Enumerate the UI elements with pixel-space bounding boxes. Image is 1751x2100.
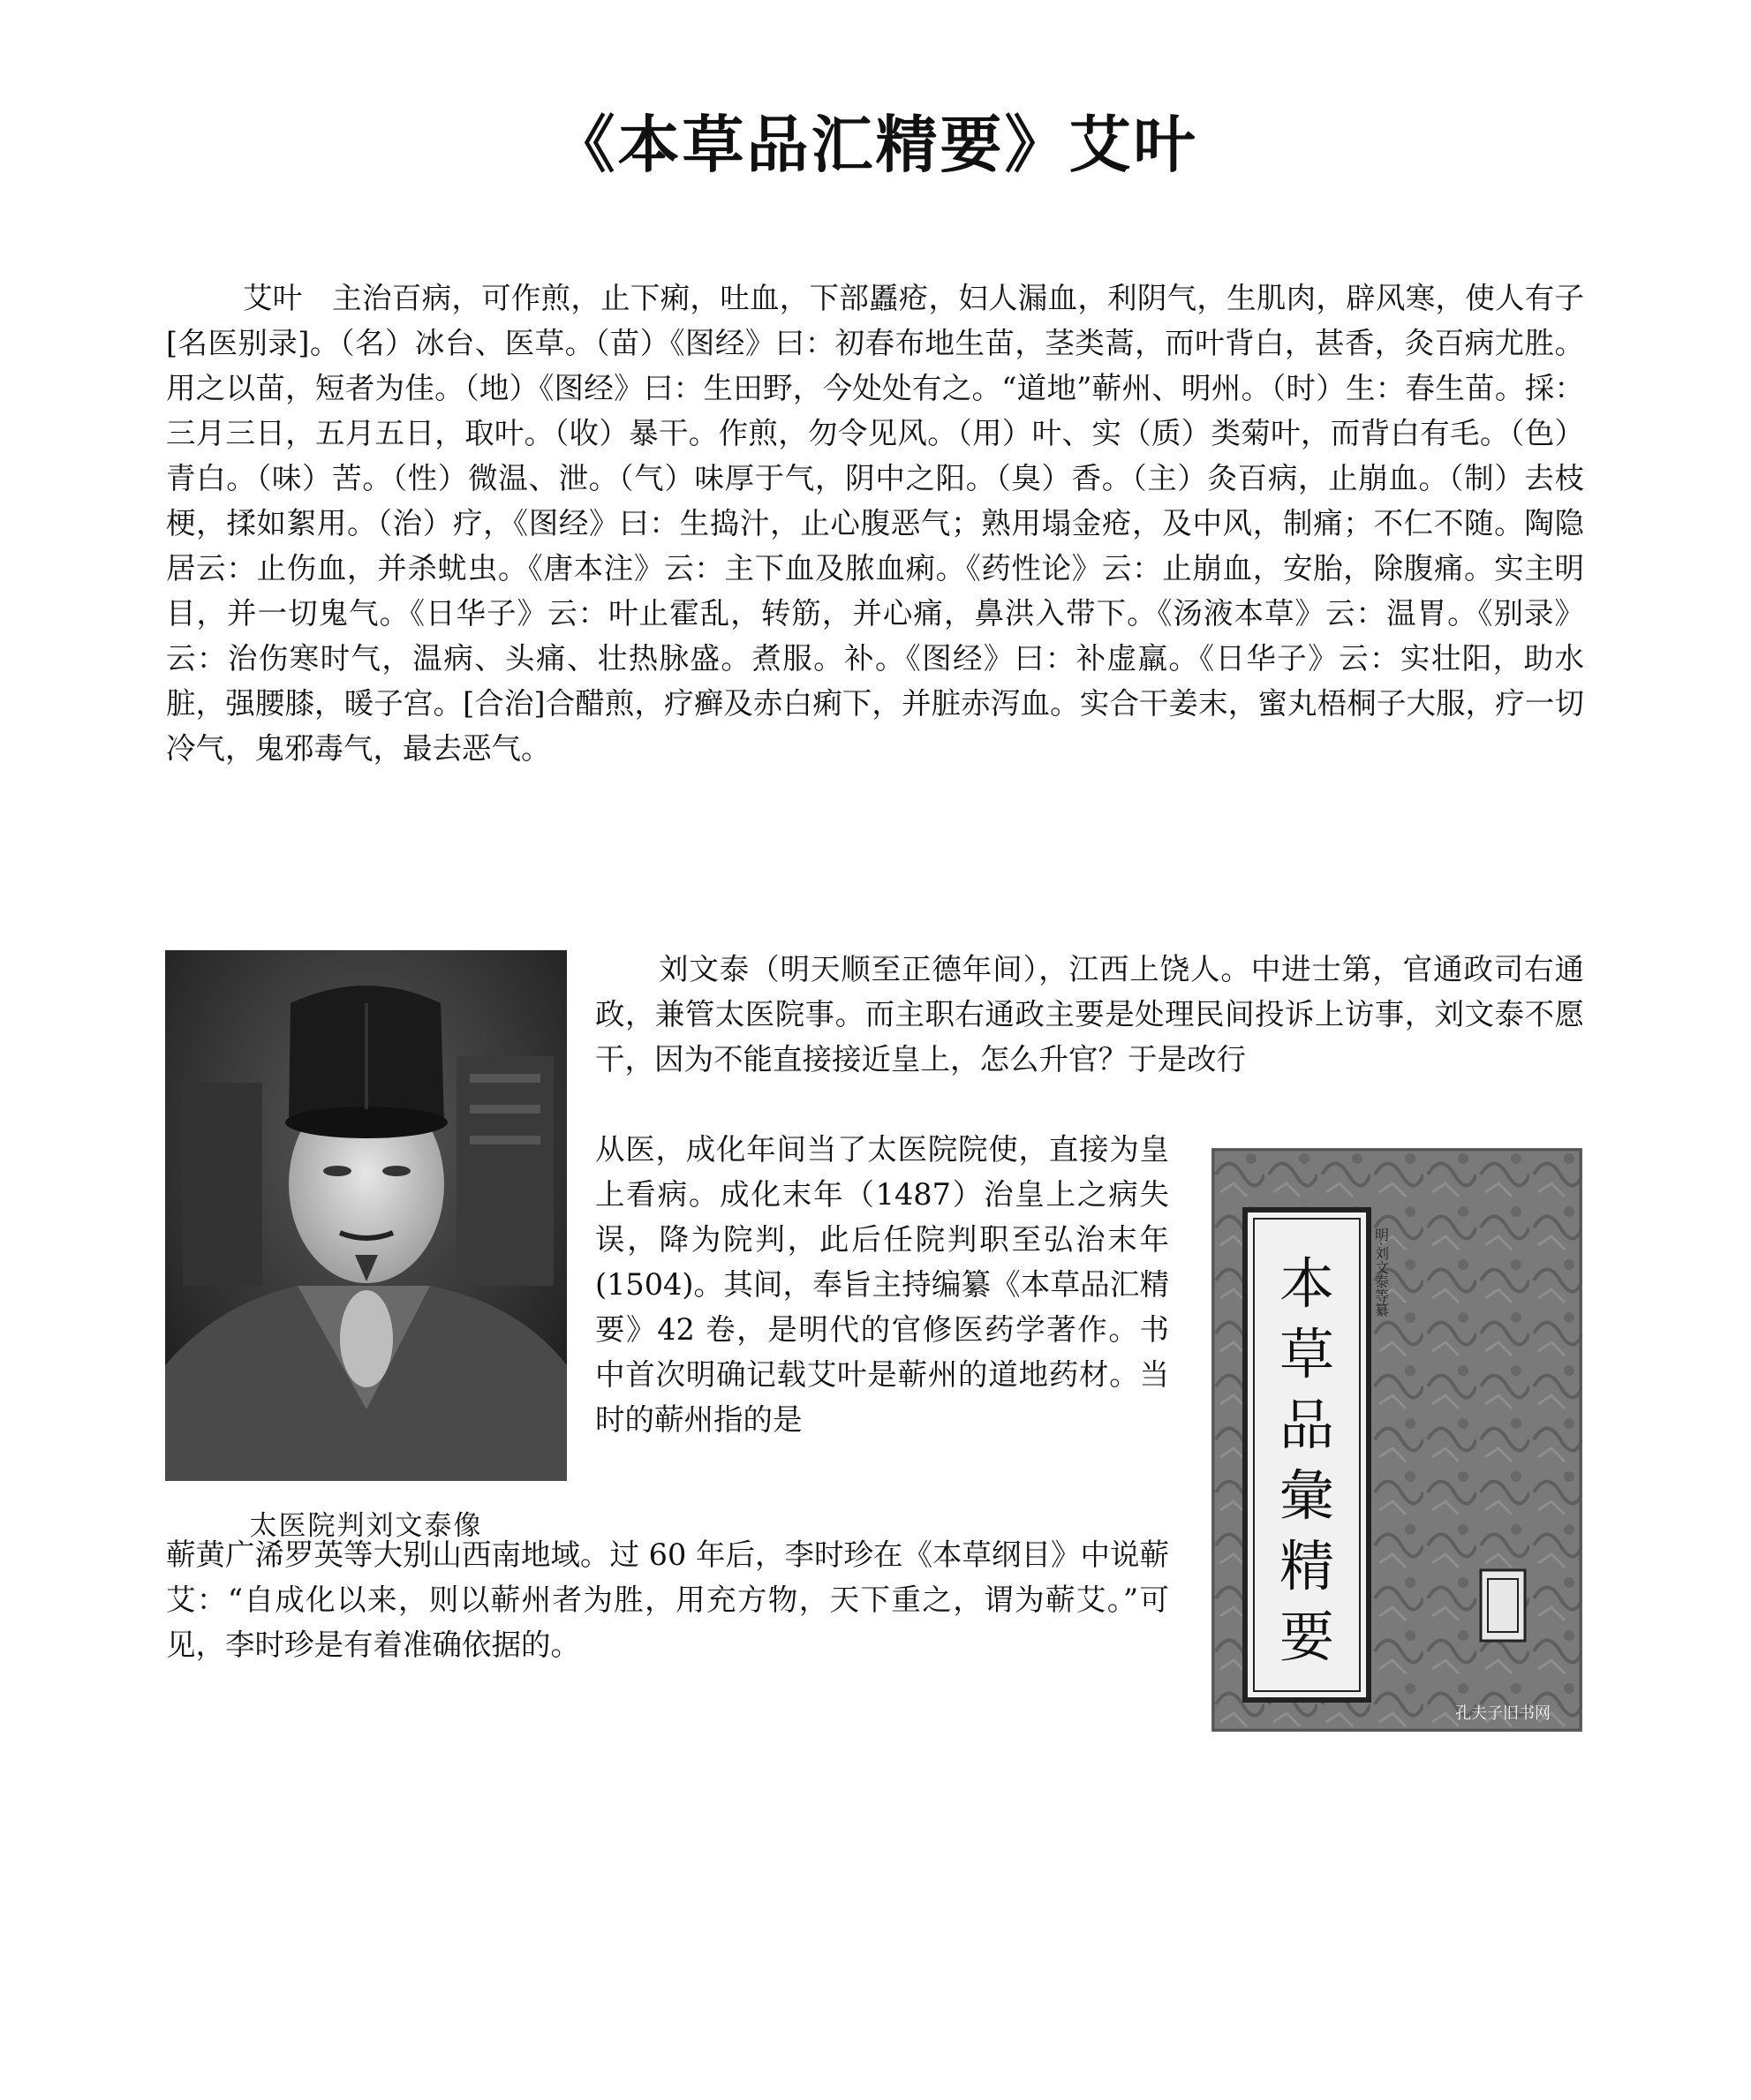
cover-watermark: 孔夫子旧书网 bbox=[1455, 1704, 1551, 1723]
cover-title-char: 彙 bbox=[1279, 1463, 1335, 1528]
cover-title-char: 品 bbox=[1279, 1393, 1335, 1457]
cover-title-char: 本 bbox=[1279, 1251, 1335, 1316]
cover-title-char: 草 bbox=[1279, 1322, 1335, 1386]
entry-head: 艾叶 bbox=[243, 281, 303, 315]
page-title: 《本草品汇精要》艾叶 bbox=[553, 109, 1198, 181]
entry-body: 主治百病，可作煎，止下痢，吐血，下部䘌疮，妇人漏血，利阴气，生肌肉，辟风寒，使人有子[名医别录]。（名）冰台、医草。（苗）《图经》曰：初春布地生苗，茎类蒿，而叶背白，甚香，灸百病尤胜。用之以苗，短者为佳。（地）《图经》曰：生田野，今处处有之。“道地”蕲州、明州。（时）生：春生苗。採：三月三日，五月五日，取叶。（收）暴干。作煎，勿令见风。（用）叶、实（质）类菊叶，而背白有毛。（色）青白。（味）苦。（性）微温、泄。（气）味厚于气，阴中之阳。（臭）香。（主）灸百病，止崩血。（制）去枝梗，揉如絮用。（治）疗，《图经》曰：生捣汁，止心腹恶气；熟用塌金疮，及中风，制痛；不仁不随。陶隐居云：止伤血，并杀蚘虫。《唐本注》云：主下血及脓血痢。《药性论》云：止崩血，安胎，除腹痛。实主明目，并一切鬼气。《日华子》云：叶止霍乱，转筋，并心痛，鼻洪入带下。《汤液本草》云：温胃。《别录》云：治伤寒时气，温病、头痛、壮热脉盛。煮服。补。《图经》曰：补虚羸。《日华子》云：实壮阳，助水脏，强腰膝，暖子宫。[合治]合醋煎，疗癣及赤白痢下，并脏赤泻血。实合干姜末，蜜丸梧桐子大服，疗一切冷气，鬼邪毒气，最去恶气。 bbox=[166, 281, 1585, 766]
portrait-figure bbox=[165, 950, 567, 1481]
paragraph-liu-wentai-intro: 刘文泰（明天顺至正德年间），江西上饶人。中进士第，官通政司右通政，兼管太医院事。而主职右通政主要是处理民间投诉上访事，刘文泰不愿干，因为不能直接接近皇上，怎么升官？于是改行 bbox=[595, 952, 1584, 1076]
paragraph-aiye-entry bbox=[166, 276, 1584, 771]
portrait-caption: 太医院判刘文泰像 bbox=[249, 1510, 483, 1542]
portrait-image bbox=[165, 950, 567, 1481]
book-cover bbox=[1211, 1148, 1582, 1732]
paragraph-liu-wentai-career: 从医，成化年间当了太医院院使，直接为皇上看病。成化末年（1487）治皇上之病失误，降为院判，此后任院判职至弘治末年(1504)。其间，奉旨主持编纂《本草品汇精要》42 卷，是明代的官修医药学著作。书中首次明确记载艾叶是蕲州的道地药材。当时的蕲州指的是 bbox=[595, 1132, 1169, 1437]
cover-title-char: 要 bbox=[1279, 1605, 1335, 1669]
paragraph-qi-ai: 蕲黄广浠罗英等大别山西南地域。过 60 年后，李时珍在《本草纲目》中说蕲艾：“自成化以来，则以蕲州者为胜，用充方物，天下重之，谓为蕲艾。”可见，李时珍是有着准确依据的。 bbox=[166, 1537, 1169, 1662]
cover-author: 明·刘文泰等纂 bbox=[1372, 1228, 1390, 1318]
book-cover-image bbox=[1211, 1148, 1582, 1732]
cover-title-char: 精 bbox=[1279, 1534, 1335, 1598]
